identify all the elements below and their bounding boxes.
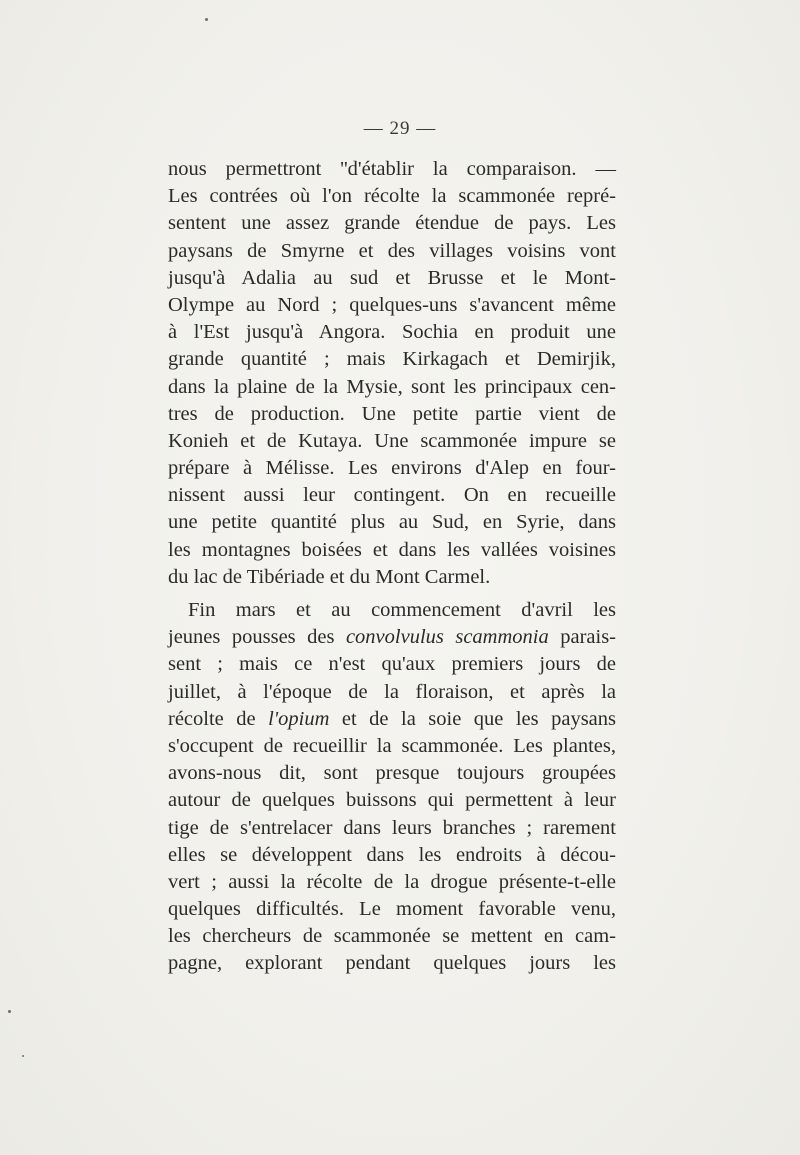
text-line: sent ; mais ce n'est qu'aux premiers jours de [168, 653, 616, 676]
text-span: jeunes pousses des [168, 626, 346, 649]
text-line: Olympe au Nord ; quelques-uns s'avancent même [168, 293, 616, 316]
text-line: sentent une assez grande étendue de pays. Les [168, 212, 616, 235]
text-line: Fin mars et au commencement d'avril les [188, 599, 616, 621]
text-line: paysans de Smyrne et des villages voisins vont [168, 239, 616, 262]
text-line: à l'Est jusqu'à Angora. Sochia en produit une [168, 321, 616, 344]
text-span: et de la soie que les paysans [329, 707, 616, 730]
paragraph-1 [168, 156, 616, 591]
text-line: Les contrées où l'on récolte la scammonée repré- [168, 185, 616, 208]
text-line: elles se développent dans les endroits à décou- [168, 843, 616, 866]
text-line: nous permettront ''d'établir la comparaison. — [168, 158, 616, 180]
text-line: pagne, explorant pendant quelques jours les [168, 952, 616, 975]
text-line: prépare à Mélisse. Les environs d'Alep en four- [168, 457, 616, 480]
body-text [168, 156, 616, 978]
text-line: les chercheurs de scammonée se mettent en cam- [168, 925, 616, 948]
text-line: les montagnes boisées et dans les vallées voisines [168, 538, 616, 561]
text-line: avons-nous dit, sont presque toujours groupées [168, 762, 616, 785]
paper-speck [22, 1055, 24, 1057]
paper-speck [8, 1010, 11, 1013]
text-line: tres de production. Une petite partie vient de [168, 402, 616, 425]
text-line: s'occupent de recueillir la scammonée. Les plantes, [168, 734, 616, 757]
text-line: tige de s'entrelacer dans leurs branches ; rarement [168, 816, 616, 839]
text-line [168, 706, 616, 733]
text-span: parais- [548, 626, 617, 649]
text-line: nissent aussi leur contingent. On en recueille [168, 484, 616, 507]
italic-latin-name: convolvulus scammonia [345, 626, 549, 649]
paragraph-2 [168, 597, 616, 978]
text-line: autour de quelques buissons qui permettent à leur [168, 789, 616, 812]
text-line: du lac de Tibériade et du Mont Carmel. [168, 565, 491, 588]
text-line: vert ; aussi la récolte de la drogue présente-t-elle [168, 870, 616, 893]
italic-term: l'opium [268, 707, 330, 730]
text-line: quelques difficultés. Le moment favorable venu, [168, 898, 616, 921]
text-line: grande quantité ; mais Kirkagach et Demirjik, [168, 348, 616, 371]
page-number: — 29 — [363, 118, 437, 139]
text-line: juillet, à l'époque de la floraison, et après la [168, 680, 616, 703]
text-line: Konieh et de Kutaya. Une scammonée impure se [168, 429, 616, 452]
paper-speck [205, 18, 208, 21]
text-line: dans la plaine de la Mysie, sont les principaux cen- [168, 375, 616, 398]
text-line [168, 624, 616, 651]
text-line: jusqu'à Adalia au sud et Brusse et le Mont- [168, 266, 616, 289]
text-span: récolte de [168, 707, 269, 730]
text-line: une petite quantité plus au Sud, en Syrie, dans [168, 511, 616, 534]
